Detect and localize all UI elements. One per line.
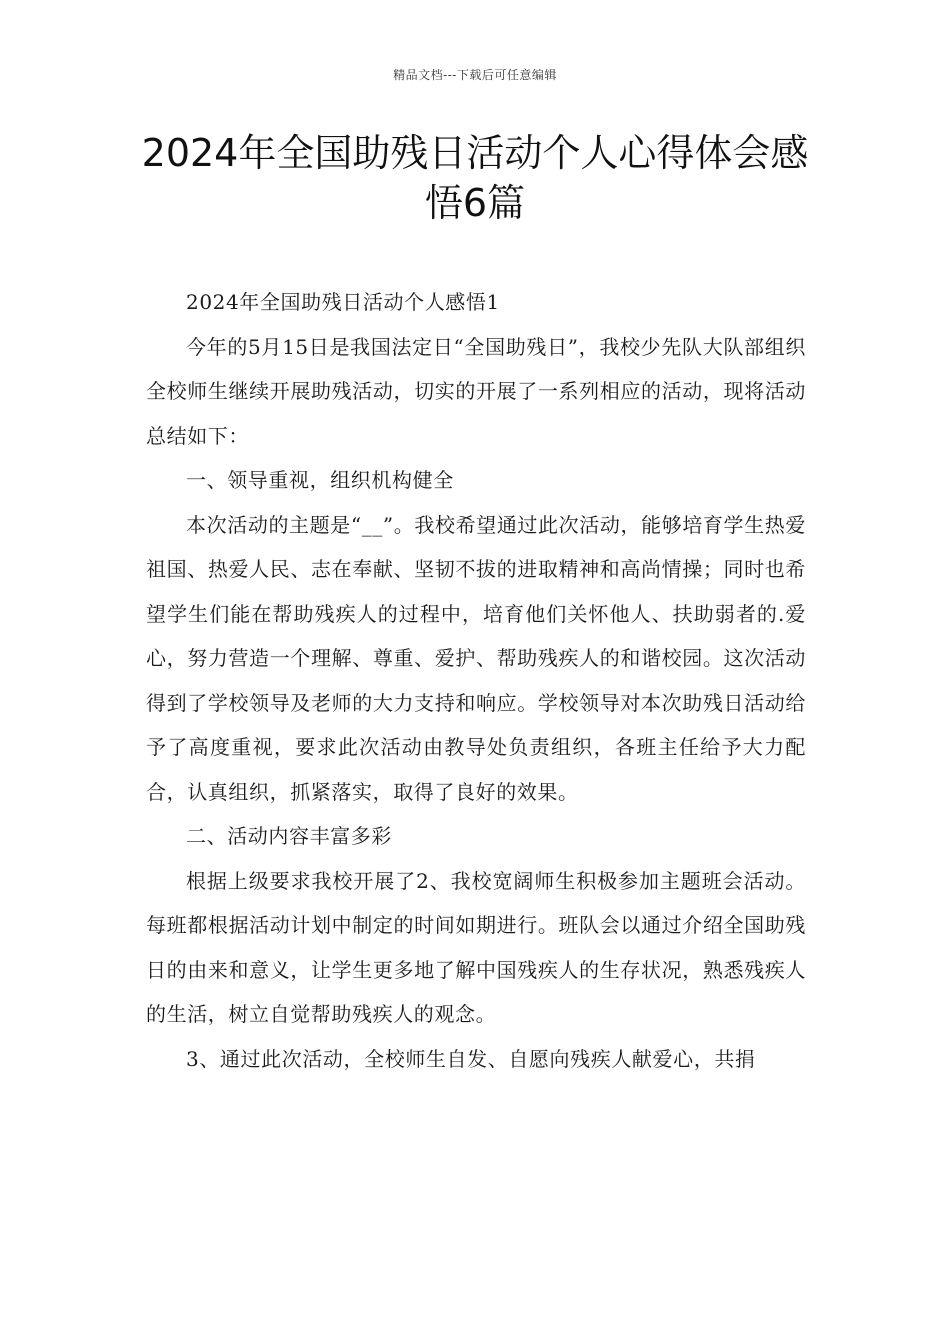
paragraph-donation: 3、通过此次活动，全校师生自发、自愿向残疾人献爱心，共捐	[186, 1046, 756, 1071]
header-note: 精品文档---下载后可任意编辑	[393, 68, 557, 82]
section-heading-leadership: 一、领导重视，组织机构健全	[186, 468, 454, 492]
paragraph-theme: 本次活动的主题是“__”。我校希望通过此次活动，能够培育学生热爱祖国、热爱人民、志在奉献、坚韧不拔的进取精神和高尚情操；同时也希望学生们能在帮助残疾人的过程中，培育他们关怀他人、扶助弱者的.爱心，努力营造一个理解、尊重、爱护、帮助残疾人的和谐校园。这次活动得到了学校领导及老师的大力支持和响应。学校领导对本次助残日活动给予了高度重视，要求此次活动由教导处负责组织，各班主任给予大力配合，认真组织，抓紧落实，取得了良好的效果。	[146, 512, 806, 804]
section-heading-activities: 二、活动内容丰富多彩	[186, 824, 392, 848]
document-body	[146, 280, 806, 1081]
paragraph-intro: 今年的5月15日是我国法定日“全国助残日”，我校少先队大队部组织全校师生继续开展助残活动，切实的开展了一系列相应的活动，现将活动总结如下：	[146, 334, 806, 448]
section-heading-1: 2024年全国助残日活动个人感悟1	[186, 290, 500, 314]
document-title: 2024年全国助残日活动个人心得体会感悟6篇	[141, 131, 809, 225]
paragraph-activities: 根据上级要求我校开展了2、我校宽阔师生积极参加主题班会活动。每班都根据活动计划中制定的时间如期进行。班队会以通过介绍全国助残日的由来和意义，让学生更多地了解中国残疾人的生存状况，熟悉残疾人的生活，树立自觉帮助残疾人的观念。	[146, 868, 806, 1026]
